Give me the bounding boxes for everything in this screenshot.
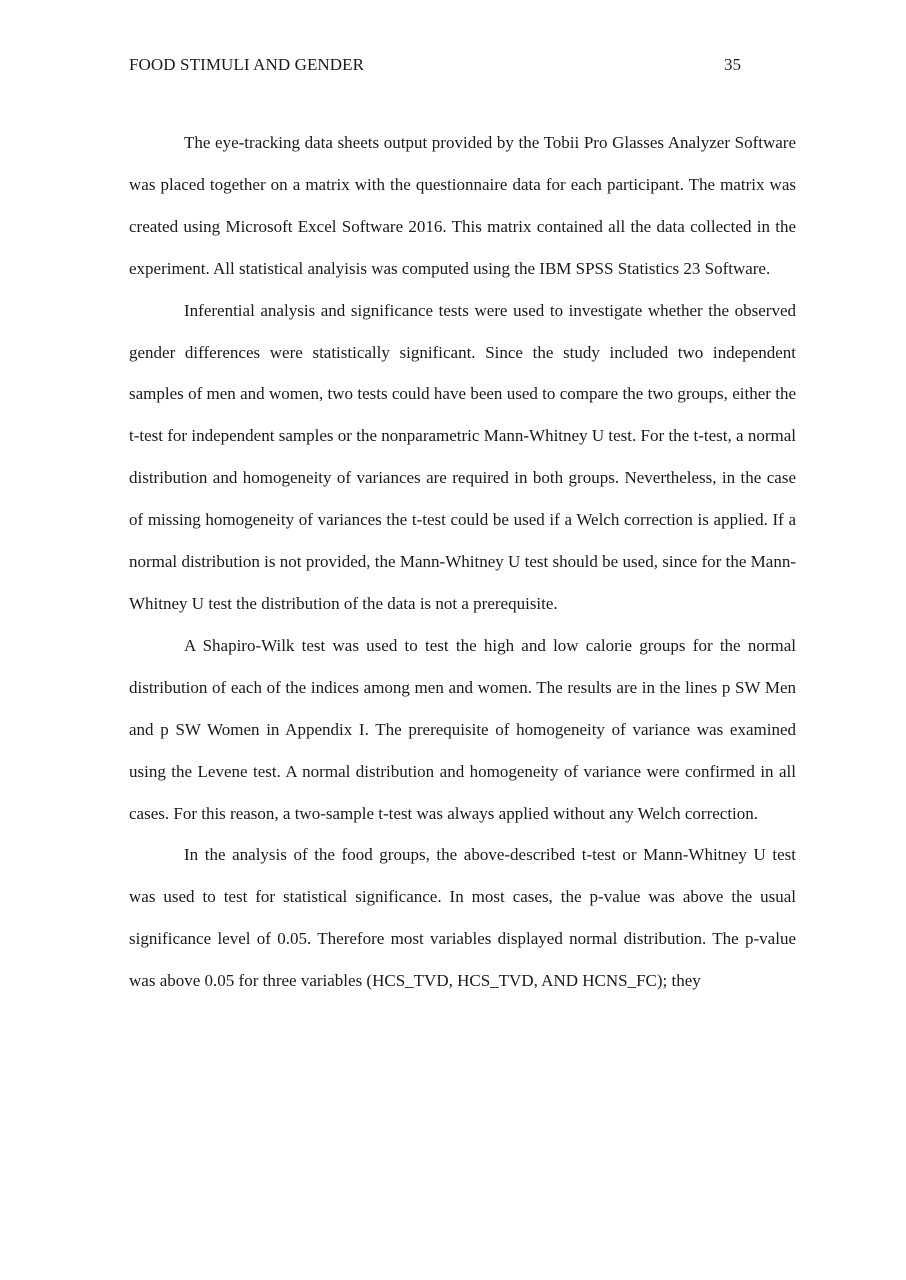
page-number: 35 [724,55,741,74]
body-text [129,122,796,1002]
paragraph-food-groups-analysis: In the analysis of the food groups, the above-described t-test or Mann-Whitney U test was used to test for statistical significance. In most cases, the p-value was above the usual significance level of 0.05. Therefore most variables displayed normal distribution. The p-value was above 0.05 for three variables (HCS_TVD, HCS_TVD, AND HCNS_FC); they [129,845,796,991]
paragraph-normality-tests: A Shapiro-Wilk test was used to test the high and low calorie groups for the normal distribution of each of the indices among men and women. The results are in the lines p SW Men and p SW Women in Appendix I. The prerequisite of homogeneity of variance was examined using the Levene test. A normal distribution and homogeneity of variance were confirmed in all cases. For this reason, a two-sample t-test was always applied without any Welch correction. [129,635,796,823]
running-head [129,53,741,77]
running-title: FOOD STIMULI AND GENDER [129,55,365,74]
paragraph-inferential-analysis: Inferential analysis and significance tests were used to investigate whether the observed gender differences were statistically significant. Since the study included two independent samples of men and women, two tests could have been used to compare the two groups, either the t-test for independent samples or the nonparametric Mann-Whitney U test. For the t-test, a normal distribution and homogeneity of variances are required in both groups. Nevertheless, in the case of missing homogeneity of variances the t-test could be used if a Welch correction is applied. If a normal distribution is not provided, the Mann-Whitney U test should be used, since for the Mann-Whitney U test the distribution of the data is not a prerequisite. [129,300,796,613]
paragraph-data-processing: The eye-tracking data sheets output provided by the Tobii Pro Glasses Analyzer Software was placed together on a matrix with the questionnaire data for each participant. The matrix was created using Microsoft Excel Software 2016. This matrix contained all the data collected in the experiment. All statistical analyisis was computed using the IBM SPSS Statistics 23 Software. [129,133,796,278]
